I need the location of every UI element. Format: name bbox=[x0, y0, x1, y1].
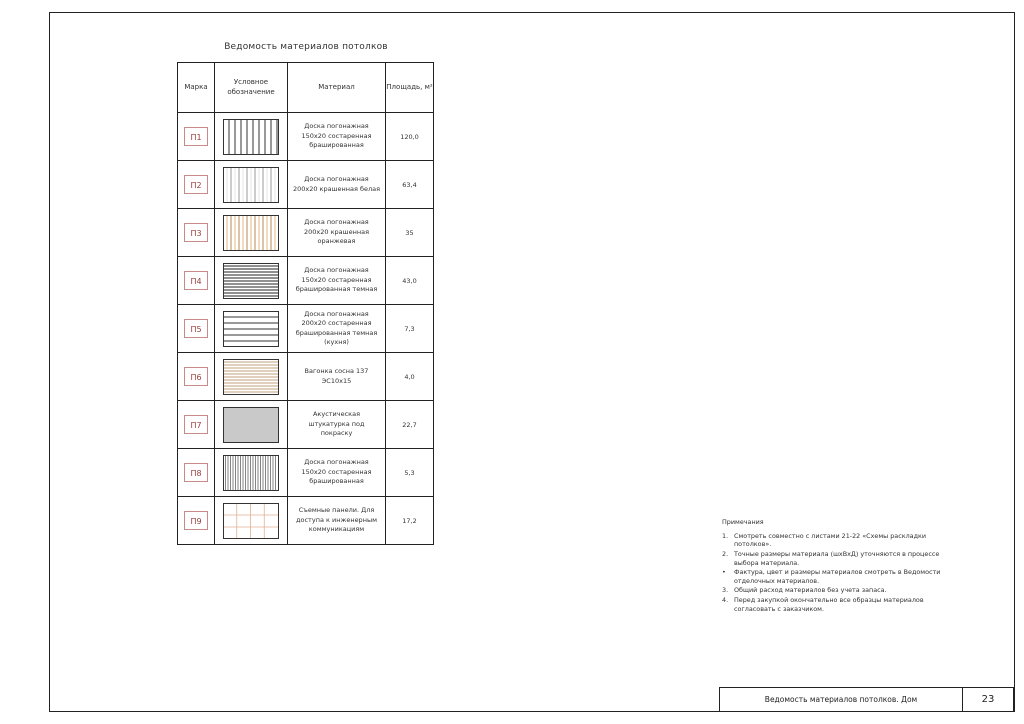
header-area: Площадь, м² bbox=[386, 63, 434, 113]
mark-label: П8 bbox=[184, 463, 208, 482]
page-number: 23 bbox=[981, 694, 995, 705]
cell-area: 22,7 bbox=[386, 401, 434, 449]
cell-material bbox=[288, 257, 386, 305]
mark-label: П4 bbox=[184, 271, 208, 290]
note-text: Общий расход материалов без учета запаса. bbox=[734, 586, 887, 595]
cell-area: 7,3 bbox=[386, 305, 434, 353]
cell-material bbox=[288, 497, 386, 545]
mark-label: П2 bbox=[184, 175, 208, 194]
cell-symbol bbox=[215, 209, 288, 257]
note-number: 1. bbox=[722, 531, 729, 540]
cell-symbol bbox=[215, 449, 288, 497]
materials-table bbox=[177, 62, 434, 545]
header-material: Материал bbox=[288, 63, 386, 113]
mark-label: П1 bbox=[184, 127, 208, 146]
note-number: 2. bbox=[722, 549, 729, 558]
cell-material bbox=[288, 449, 386, 497]
hatch-pattern-vertical-dense bbox=[223, 455, 279, 491]
mark-label: П7 bbox=[184, 415, 208, 434]
material-text: Доска погонажная 200х20 крашенная оранжевая bbox=[304, 218, 369, 246]
note-item bbox=[722, 550, 962, 567]
note-text: Смотреть совместно с листами 21-22 «Схемы раскладки потолков». bbox=[734, 531, 927, 549]
title-block-title: Ведомость материалов потолков. Дом bbox=[720, 688, 963, 711]
cell-area: 4,0 bbox=[386, 353, 434, 401]
notes-title: Примечания bbox=[722, 518, 764, 526]
table-header-row bbox=[178, 63, 434, 113]
hatch-pattern-horizontal-dense bbox=[223, 263, 279, 299]
table-title: Ведомость материалов потолков bbox=[224, 42, 388, 52]
note-item bbox=[722, 532, 962, 549]
cell-mark bbox=[178, 257, 215, 305]
cell-mark bbox=[178, 161, 215, 209]
hatch-pattern-vertical-planks bbox=[223, 119, 279, 155]
cell-material bbox=[288, 161, 386, 209]
table-row bbox=[178, 209, 434, 257]
cell-material bbox=[288, 305, 386, 353]
note-text: Точные размеры материала (шхВхД) уточняются в процессе выбора материала. bbox=[734, 549, 940, 567]
cell-material bbox=[288, 353, 386, 401]
material-text: Доска погонажная 150х20 состаренная брашированная темная bbox=[295, 266, 378, 294]
cell-material bbox=[288, 401, 386, 449]
cell-area: 17,2 bbox=[386, 497, 434, 545]
cell-area: 5,3 bbox=[386, 449, 434, 497]
cell-area: 120,0 bbox=[386, 113, 434, 161]
header-symbol: Условное обозначение bbox=[215, 63, 288, 113]
note-item bbox=[722, 586, 962, 595]
material-text: Доска погонажная 150х20 состаренная брашированная bbox=[301, 458, 372, 486]
table-row bbox=[178, 161, 434, 209]
note-item bbox=[722, 596, 962, 613]
notes-list bbox=[722, 532, 962, 614]
cell-symbol bbox=[215, 401, 288, 449]
cell-material bbox=[288, 209, 386, 257]
cell-symbol bbox=[215, 113, 288, 161]
note-item bbox=[722, 568, 962, 585]
cell-mark bbox=[178, 449, 215, 497]
cell-symbol bbox=[215, 497, 288, 545]
cell-symbol bbox=[215, 353, 288, 401]
cell-mark bbox=[178, 497, 215, 545]
cell-mark bbox=[178, 401, 215, 449]
cell-mark bbox=[178, 209, 215, 257]
note-number: • bbox=[722, 568, 726, 577]
title-block bbox=[719, 687, 1014, 712]
hatch-pattern-horizontal-sparse bbox=[223, 311, 279, 347]
mark-label: П5 bbox=[184, 319, 208, 338]
hatch-pattern-vertical-planks-orange bbox=[223, 215, 279, 251]
table-row bbox=[178, 113, 434, 161]
cell-material bbox=[288, 113, 386, 161]
mark-label: П3 bbox=[184, 223, 208, 242]
hatch-pattern-grey-fill bbox=[223, 407, 279, 443]
note-number: 4. bbox=[722, 596, 729, 605]
material-text: Доска погонажная 150х20 состаренная брашированная bbox=[301, 122, 372, 150]
note-text: Фактура, цвет и размеры материалов смотреть в Ведомости отделочных материалов. bbox=[734, 568, 941, 585]
header-mark: Марка bbox=[178, 63, 215, 113]
table-row bbox=[178, 401, 434, 449]
table-row bbox=[178, 305, 434, 353]
table-row bbox=[178, 449, 434, 497]
notes bbox=[722, 518, 962, 614]
material-text: Доска погонажная 200х20 состаренная брашированная темная (кухня) bbox=[295, 309, 378, 346]
cell-symbol bbox=[215, 161, 288, 209]
cell-symbol bbox=[215, 257, 288, 305]
material-text: Вагонка сосна 137 ЭС10х15 bbox=[304, 367, 369, 385]
hatch-pattern-horizontal-brown bbox=[223, 359, 279, 395]
material-text: Доска погонажная 200х20 крашенная белая bbox=[292, 175, 381, 193]
cell-mark bbox=[178, 113, 215, 161]
table-row bbox=[178, 353, 434, 401]
hatch-pattern-grid-panels bbox=[223, 503, 279, 539]
mark-label: П6 bbox=[184, 367, 208, 386]
cell-area: 63,4 bbox=[386, 161, 434, 209]
cell-area: 43,0 bbox=[386, 257, 434, 305]
hatch-pattern-vertical-planks-light bbox=[223, 167, 279, 203]
material-text: Акустическая штукатурка под покраску bbox=[308, 410, 365, 438]
cell-mark bbox=[178, 353, 215, 401]
material-text: Съемные панели. Для доступа к инженерным коммуникациям bbox=[296, 506, 377, 534]
note-number: 3. bbox=[722, 586, 729, 595]
note-text: Перед закупкой окончательно все образцы материалов согласовать с заказчиком. bbox=[734, 596, 924, 613]
cell-symbol bbox=[215, 305, 288, 353]
table-row bbox=[178, 257, 434, 305]
cell-mark bbox=[178, 305, 215, 353]
cell-area: 35 bbox=[386, 209, 434, 257]
mark-label: П9 bbox=[184, 511, 208, 530]
table-row bbox=[178, 497, 434, 545]
